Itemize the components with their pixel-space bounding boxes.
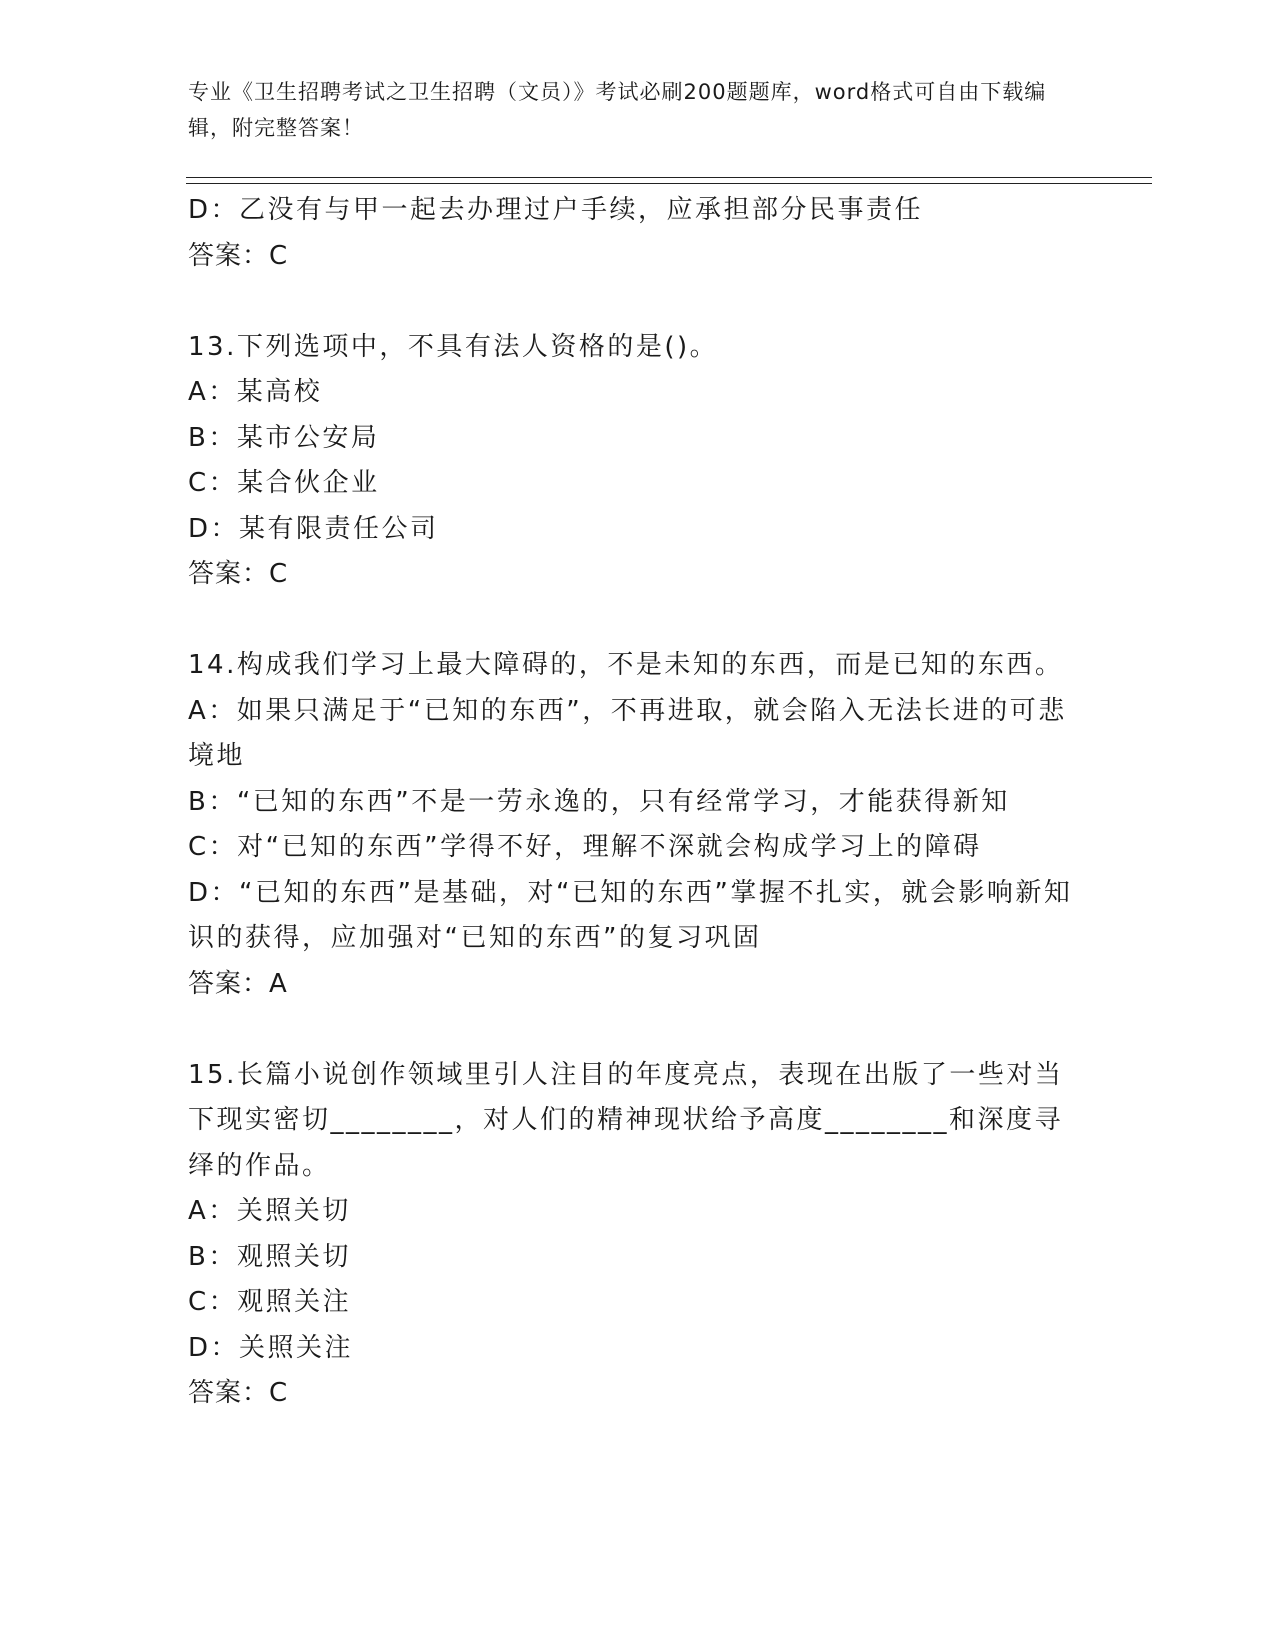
option-c: C：对“已知的东西”学得不好，理解不深就会构成学习上的障碍: [188, 832, 982, 862]
prev-answer: 答案：C: [188, 240, 289, 271]
question-content: [188, 188, 1088, 1417]
question-13: [188, 325, 1088, 598]
option-b: B：观照关切: [188, 1241, 351, 1272]
option-a: A：如果只满足于“已知的东西”，不再进取，就会陷入无法长进的可悲境地: [188, 695, 1067, 771]
question-stem: 15.长篇小说创作领域里引人注目的年度亮点，表现在出版了一些对当下现实密切________，对人们的精神现状给予高度________和深度寻绎的作品。: [188, 1059, 1064, 1181]
spacer: [188, 279, 1088, 325]
question-stem: 14.构成我们学习上最大障碍的，不是未知的东西，而是已知的东西。: [188, 650, 1064, 680]
option-a: A：某高校: [188, 377, 323, 407]
question-stem: 13.下列选项中，不具有法人资格的是()。: [188, 331, 719, 362]
header-title: 专业《卫生招聘考试之卫生招聘（文员）》考试必刷200题题库，word格式可自由下载编辑，附完整答案！: [188, 80, 1047, 140]
question-15: [188, 1053, 1088, 1417]
answer: 答案：A: [188, 968, 288, 999]
option-a: A：关照关切: [188, 1196, 351, 1226]
option-c: C：观照关注: [188, 1287, 352, 1317]
option-d: D：“已知的东西”是基础，对“已知的东西”掌握不扎实，就会影响新知识的获得，应加强对“已知的东西”的复习巩固: [188, 877, 1073, 953]
option-b: B：某市公安局: [188, 422, 380, 453]
spacer: [188, 1007, 1088, 1053]
document-header: [188, 74, 1068, 146]
header-divider-bottom: [186, 183, 1152, 184]
spacer: [188, 598, 1088, 644]
option-c: C：某合伙企业: [188, 468, 380, 498]
question-14: [188, 643, 1088, 1007]
answer: 答案：C: [188, 559, 289, 589]
option-b: B：“已知的东西”不是一劳永逸的，只有经常学习，才能获得新知: [188, 786, 1010, 817]
answer: 答案：C: [188, 1378, 289, 1408]
option-d: D：关照关注: [188, 1332, 354, 1363]
prev-option-d: D：乙没有与甲一起去办理过户手续，应承担部分民事责任: [188, 195, 924, 225]
option-d: D：某有限责任公司: [188, 513, 439, 544]
header-divider-top: [186, 177, 1152, 178]
